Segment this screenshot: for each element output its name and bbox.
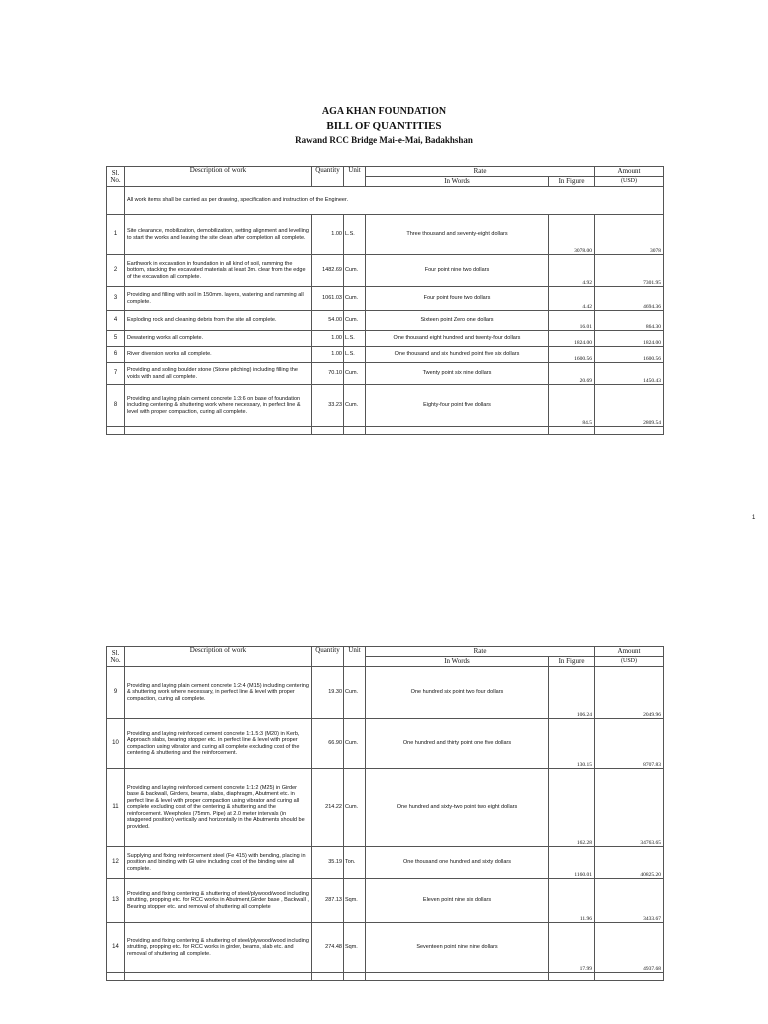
item-amount: 1600.56 [595, 347, 664, 363]
item-rate-in-figure: 1160.01 [549, 847, 595, 879]
item-rate-in-words: One hundred six point two four dollars [366, 667, 549, 719]
item-number: 13 [107, 879, 125, 923]
item-quantity: 274.48 [312, 923, 344, 973]
boq-body-1 [107, 167, 664, 435]
item-amount: 2049.96 [595, 667, 664, 719]
col-amount-header: Amount [595, 167, 664, 177]
item-amount: 1824.00 [595, 331, 664, 347]
item-number: 1 [107, 215, 125, 255]
item-rate-in-figure: 130.15 [549, 719, 595, 769]
col-in-figure-header: In Figure [549, 657, 595, 667]
item-quantity: 1482.69 [312, 255, 344, 287]
item-amount: 4694.36 [595, 287, 664, 311]
boq-body-2 [107, 647, 664, 981]
item-unit: Cum. [344, 769, 366, 847]
col-rate-header: Rate [366, 647, 595, 657]
item-amount: 40825.20 [595, 847, 664, 879]
item-quantity: 1.00 [312, 215, 344, 255]
table-row [107, 769, 664, 847]
table-row [107, 347, 664, 363]
project-title: Rawand RCC Bridge Mai-e-Mai, Badakhshan [295, 135, 473, 145]
item-description: Providing and laying plain cement concrete 1:3:6 on base of foundation including centering & shuttering work where necessary, in perfect line & level with proper compaction, curing all complete. [125, 385, 312, 427]
item-rate-in-figure: 1824.00 [549, 331, 595, 347]
col-quantity-header: Quantity [312, 167, 344, 187]
item-description: River diversion works all complete. [125, 347, 312, 363]
item-unit: L.S. [344, 331, 366, 347]
col-in-words-header: In Words [366, 177, 549, 187]
item-number: 7 [107, 363, 125, 385]
item-quantity: 1.00 [312, 331, 344, 347]
col-in-words-header: In Words [366, 657, 549, 667]
item-rate-in-words: Seventeen point nine nine dollars [366, 923, 549, 973]
table-row [107, 667, 664, 719]
item-unit: Cum. [344, 311, 366, 331]
item-unit: L.S. [344, 215, 366, 255]
item-amount: 1450.43 [595, 363, 664, 385]
item-rate-in-figure: 1600.56 [549, 347, 595, 363]
col-description-header: Description of work [125, 647, 312, 667]
item-amount: 8707.83 [595, 719, 664, 769]
item-description: Providing and filling with soil in 150mm. layers, watering and ramming all complete. [125, 287, 312, 311]
item-number: 14 [107, 923, 125, 973]
item-quantity: 287.13 [312, 879, 344, 923]
table-row [107, 385, 664, 427]
item-rate-in-words: One thousand one hundred and sixty dollars [366, 847, 549, 879]
item-quantity: 1.00 [312, 347, 344, 363]
item-amount: 3078 [595, 215, 664, 255]
item-number: 11 [107, 769, 125, 847]
item-number: 2 [107, 255, 125, 287]
item-description: Dewatering works all complete. [125, 331, 312, 347]
col-quantity-header: Quantity [312, 647, 344, 667]
item-rate-in-figure: 17.99 [549, 923, 595, 973]
item-quantity: 19.30 [312, 667, 344, 719]
item-quantity: 35.19 [312, 847, 344, 879]
item-number: 5 [107, 331, 125, 347]
item-rate-in-words: One hundred and thirty point one five dollars [366, 719, 549, 769]
table-row [107, 331, 664, 347]
table-row [107, 923, 664, 973]
col-unit-header: Unit [344, 167, 366, 187]
item-unit: Sqm. [344, 923, 366, 973]
item-rate-in-words: One hundred and sixty-two point two eight dollars [366, 769, 549, 847]
item-unit: Cum. [344, 385, 366, 427]
item-amount: 34763.65 [595, 769, 664, 847]
item-quantity: 70.10 [312, 363, 344, 385]
table-row [107, 215, 664, 255]
item-description: Providing and laying plain cement concrete 1:2:4 (M15) including centering & shuttering work where necessary, in perfect line & level with proper compaction, curing all complete. [125, 667, 312, 719]
item-number: 12 [107, 847, 125, 879]
item-rate-in-figure: 3078.00 [549, 215, 595, 255]
col-sl-header: Sl. No. [107, 167, 125, 187]
item-rate-in-figure: 11.96 [549, 879, 595, 923]
item-amount: 2809.54 [595, 385, 664, 427]
table-row [107, 879, 664, 923]
item-quantity: 54.00 [312, 311, 344, 331]
col-sl-header: Sl. No. [107, 647, 125, 667]
item-rate-in-figure: 20.69 [549, 363, 595, 385]
item-amount: 7301.95 [595, 255, 664, 287]
item-description: Providing and fixing centering & shuttering of steel/plywood/wood including strutting, propping etc. for RCC works in girder, beams, slab etc. and removal of shuttering all complete. [125, 923, 312, 973]
col-currency-header: (USD) [595, 657, 664, 667]
table-row [107, 847, 664, 879]
item-rate-in-words: Eleven point nine six dollars [366, 879, 549, 923]
item-amount: 864.30 [595, 311, 664, 331]
item-rate-in-figure: 4.42 [549, 287, 595, 311]
organization-title: AGA KHAN FOUNDATION [321, 106, 447, 117]
item-number: 9 [107, 667, 125, 719]
item-description: Supplying and fixing reinforcement steel (Fe 415) with bending, placing in position and binding with GI wire including cost of the binding wire all complete. [125, 847, 312, 879]
col-in-figure-header: In Figure [549, 177, 595, 187]
col-description-header: Description of work [125, 167, 312, 187]
item-rate-in-words: Twenty point six nine dollars [366, 363, 549, 385]
table-row [107, 311, 664, 331]
col-currency-header: (USD) [595, 177, 664, 187]
item-number: 4 [107, 311, 125, 331]
col-amount-header: Amount [595, 647, 664, 657]
col-rate-header: Rate [366, 167, 595, 177]
item-rate-in-words: Eighty-four point five dollars [366, 385, 549, 427]
item-description: Providing and laying reinforced cement concrete 1:1:2 (M25) in Girder base & backwall, Girders, beams, slabs, diaphragm, Abutment etc. in perfect line & level with proper compaction using vibrator and curing all complete excluding cost of the centering & shuttering and the reinforcement. Weepholes (75mm. Pipe) at 2.0 meter intervals (in staggered position) vertically and horizontally in the Abutments should be provided. [125, 769, 312, 847]
table-row-empty [107, 427, 664, 435]
item-unit: Cum. [344, 667, 366, 719]
item-description: Exploding rock and cleaning debris from the site all complete. [125, 311, 312, 331]
page-number: 1 [752, 515, 756, 521]
item-description: Providing and laying reinforced cement concrete 1:1.5:3 (M20) in Kerb, Approach slabs, bearing stopper etc. in perfect line & level with proper compaction using vibrator and curing all complete excluding cost of the centering & shuttering and the reinforcement. [125, 719, 312, 769]
item-amount: 4937.68 [595, 923, 664, 973]
item-unit: L.S. [344, 347, 366, 363]
item-description: Earthwork in excavation in foundation in all kind of soil, ramming the bottom, stacking the excavated materials at least 3m. clear from the edge of the excavation all complete. [125, 255, 312, 287]
boq-table-page-1 [106, 166, 664, 435]
item-number: 3 [107, 287, 125, 311]
item-description: Providing and fixing centering & shuttering of steel/plywood/wood including strutting, propping etc. for RCC works in Abutment,Girder base , Backwall , Bearing stopper etc. and removal of shuttering all complete [125, 879, 312, 923]
item-rate-in-words: One thousand and six hundred point five six dollars [366, 347, 549, 363]
item-rate-in-figure: 4.92 [549, 255, 595, 287]
item-quantity: 66.90 [312, 719, 344, 769]
item-unit: Cum. [344, 363, 366, 385]
item-number: 8 [107, 385, 125, 427]
item-rate-in-figure: 162.28 [549, 769, 595, 847]
item-rate-in-figure: 16.01 [549, 311, 595, 331]
table-row [107, 255, 664, 287]
boq-table-page-2 [106, 646, 664, 981]
item-unit: Sqm. [344, 879, 366, 923]
table-row [107, 287, 664, 311]
item-unit: Cum. [344, 255, 366, 287]
item-rate-in-figure: 84.5 [549, 385, 595, 427]
item-rate-in-words: Four point nine two dollars [366, 255, 549, 287]
item-rate-in-words: Sixteen point Zero one dollars [366, 311, 549, 331]
table-row [107, 719, 664, 769]
table-row [107, 363, 664, 385]
item-rate-in-words: One thousand eight hundred and twenty-four dollars [366, 331, 549, 347]
item-description: Providing and soling boulder stone (Stone pitching) including filling the voids with sand all complete. [125, 363, 312, 385]
item-description: Site clearance, mobilization, demobilization, setting alignment and levelling to start the works and leaving the site clean after completion all complete. [125, 215, 312, 255]
item-unit: Cum. [344, 719, 366, 769]
item-number: 10 [107, 719, 125, 769]
item-quantity: 1061.03 [312, 287, 344, 311]
item-rate-in-words: Three thousand and seventy-eight dollars [366, 215, 549, 255]
item-rate-in-figure: 106.24 [549, 667, 595, 719]
item-quantity: 33.23 [312, 385, 344, 427]
item-amount: 3433.67 [595, 879, 664, 923]
item-number: 6 [107, 347, 125, 363]
col-unit-header: Unit [344, 647, 366, 667]
item-unit: Ton. [344, 847, 366, 879]
document-title: BILL OF QUANTITIES [326, 120, 442, 132]
item-rate-in-words: Four point foure two dollars [366, 287, 549, 311]
general-note: All work items shall be carried as per drawing, specification and instruction of the Engineer. [127, 197, 349, 204]
item-unit: Cum. [344, 287, 366, 311]
item-quantity: 214.22 [312, 769, 344, 847]
table-row-empty [107, 973, 664, 981]
